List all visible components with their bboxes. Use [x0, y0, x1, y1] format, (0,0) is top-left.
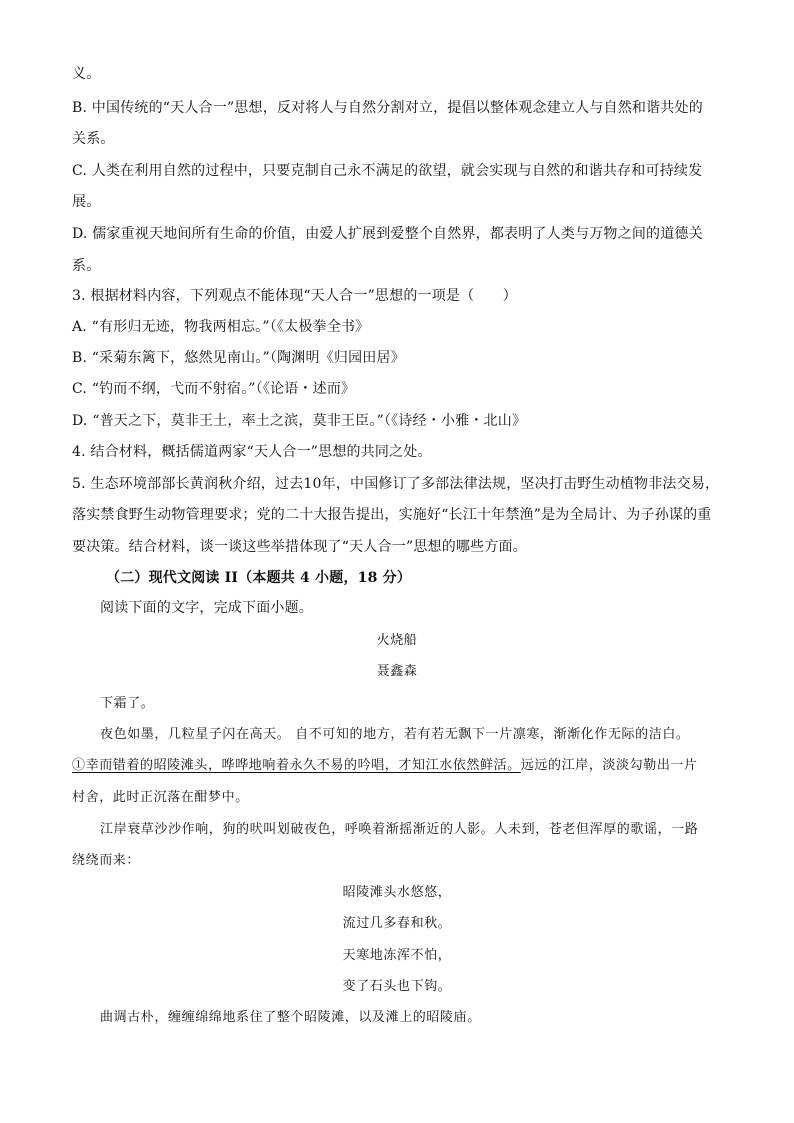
song-line: 流过几多春和秋。 [342, 916, 452, 931]
paragraph: 下霜了。 [100, 696, 155, 711]
question-3-option-a: A. “有形归无迹，物我两相忘。”（《太极拳全书》 [72, 319, 370, 335]
question-3-option-b: B. “采菊东篱下，悠然见南山。”（陶渊明《归园田居》 [72, 350, 405, 366]
paragraph: 曲调古朴，缠缠绵绵地系住了整个昭陵滩，以及滩上的昭陵庙。 [100, 1010, 481, 1025]
text-line: 关系。 [72, 131, 115, 147]
instruction: 阅读下面的文字，完成下面小题。 [100, 600, 313, 616]
paragraph: 夜色如墨，几粒星子闪在高天。 自不可知的地方，若有若无飘下一片凛寒，渐渐化作无际的洁白。 [100, 727, 690, 742]
text-line: 展。 [72, 194, 101, 210]
paragraph-tail: 远远的江岸，淡淡勾勒出一片 [520, 758, 698, 773]
paragraph: 江岸衰草沙沙作响，狗的吠叫划破夜色，呼唤着渐摇渐近的人影。人未到，苍老但浑厚的歌谣，一路 [100, 822, 699, 837]
question-4: 4. 结合材料，概括儒道两家“天人合一”思想的共同之处。 [72, 444, 432, 460]
underlined-sentence: ①幸而错着的昭陵滩头，哗哗地响着永久不易的吟唱，才知江水依然鲜活。 [72, 758, 521, 773]
option-b-line: B. 中国传统的“天人合一”思想，反对将人与自然分割对立，提倡以整体观念建立人与自然和谐共处的 [72, 100, 703, 116]
question-3-option-d: D. “普天之下，莫非王土，率土之滨，莫非王臣。”（《诗经・小雅・北山》 [72, 413, 527, 429]
paragraph: 绕绕而来： [72, 853, 141, 868]
question-3-option-c: C. “钓而不纲，弋而不射宿。”（《论语・述而》 [72, 381, 356, 397]
story-title: 火烧船 [376, 633, 418, 648]
section-heading: （二）现代文阅读 II（本题共 4 小题，18 分） [106, 570, 412, 586]
text-line: 义。 [72, 66, 101, 82]
question-5: 5. 生态环境部部长黄润秋介绍，过去10年，中国修订了多部法律法规，坚决打击野生动植物非法交易， [72, 476, 720, 492]
paragraph: 村舍，此时正沉落在酣梦中。 [72, 790, 249, 805]
song-line: 天寒地冻浑不怕， [342, 948, 452, 963]
text-line: 系。 [72, 258, 101, 274]
option-c-line: C. 人类在利用自然的过程中，只要克制自己永不满足的欲望，就会实现与自然的和谐共存和可持续发 [72, 163, 703, 179]
paragraph [72, 756, 722, 776]
story-author: 聂鑫森 [376, 664, 418, 679]
song-line: 昭陵滩头水悠悠， [342, 885, 452, 900]
song-line: 变了石头也下钩。 [342, 979, 452, 994]
text-line: 落实禁食野生动物管理要求；党的二十大报告提出，实施好“长江十年禁渔”是为全局计、为子孙谋的重 [72, 507, 712, 523]
question-3: 3. 根据材料内容，下列观点不能体现“天人合一”思想的一项是（ ） [72, 288, 517, 304]
option-d-line: D. 儒家重视天地间所有生命的价值，由爱人扩展到爱整个自然界，都表明了人类与万物之间的道德关 [72, 226, 703, 242]
text-line: 要决策。结合材料，谈一谈这些举措体现了“天人合一”思想的哪些方面。 [72, 539, 527, 555]
